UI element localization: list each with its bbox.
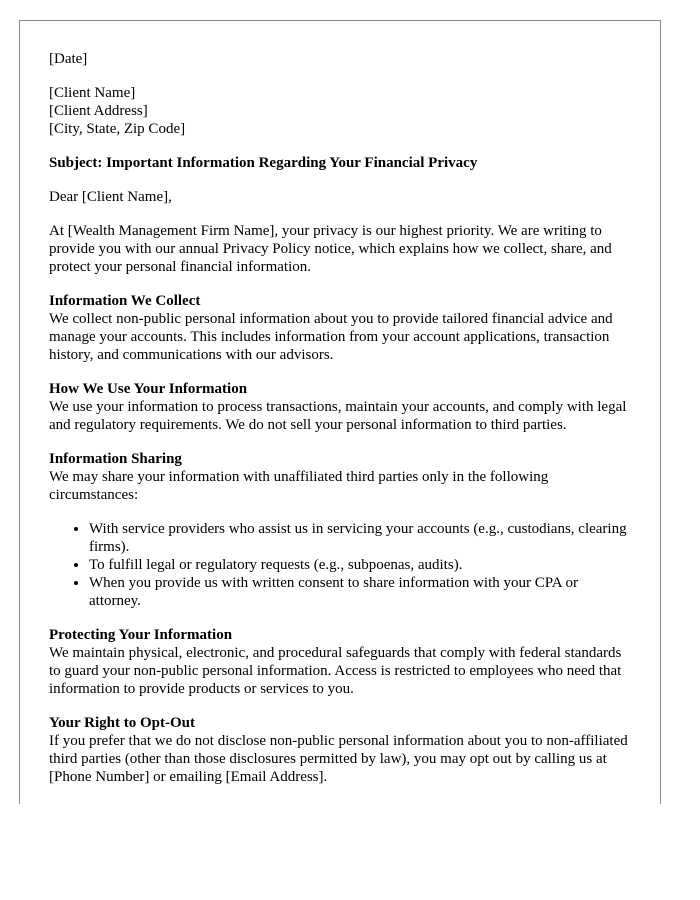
section-information-we-collect — [49, 292, 631, 364]
list-item: • To fulfill legal or regulatory requests (e.g., subpoenas, audits). — [89, 556, 631, 574]
letter-salutation: Dear [Client Name], — [49, 189, 172, 205]
section-body: We may share your information with unaffiliated third parties only in the following circumstances: — [49, 469, 549, 503]
letter-intro: At [Wealth Management Firm Name], your privacy is our highest priority. We are writing to provide you with our annual Privacy Policy notice, which explains how we collect, share, and protect your personal financial information. — [49, 223, 612, 275]
section-heading: Protecting Your Information — [49, 627, 233, 643]
sharing-circumstances-list — [49, 520, 631, 610]
section-right-to-opt-out — [49, 714, 631, 786]
recipient-street: [Client Address] — [49, 103, 148, 119]
section-body: We use your information to process transactions, maintain your accounts, and comply with legal and regulatory requirements. We do not sell your personal information to third parties. — [49, 399, 627, 433]
letter-date: [Date] — [49, 51, 88, 67]
privacy-letter — [19, 20, 661, 804]
section-body: If you prefer that we do not disclose non-public personal information about you to non-affiliated third parties (other than those disclosures permitted by law), you may opt out by calling us at [Phone Number] or emailing [Email Address]. — [49, 733, 628, 785]
section-body: We maintain physical, electronic, and procedural safeguards that comply with federal standards to guard your non-public personal information. Access is restricted to employees who need that information to provide products or services to you. — [49, 645, 622, 697]
list-item: • With service providers who assist us in servicing your accounts (e.g., custodians, clearing firms). — [89, 520, 631, 556]
section-information-sharing — [49, 450, 631, 610]
section-heading: How We Use Your Information — [49, 381, 248, 397]
section-heading: Your Right to Opt-Out — [49, 715, 195, 731]
recipient-name: [Client Name] — [49, 85, 136, 101]
letter-subject: Subject: Important Information Regarding Your Financial Privacy — [49, 155, 478, 171]
section-heading: Information Sharing — [49, 451, 182, 467]
section-protecting-information — [49, 626, 631, 698]
section-how-we-use — [49, 380, 631, 434]
section-heading: Information We Collect — [49, 293, 201, 309]
section-body: We collect non-public personal information about you to provide tailored financial advice and manage your accounts. This includes information from your account applications, transaction history, and communications with our advisors. — [49, 311, 613, 363]
list-item: • When you provide us with written consent to share information with your CPA or attorney. — [89, 574, 631, 610]
recipient-city-state-zip: [City, State, Zip Code] — [49, 121, 186, 137]
recipient-address — [49, 84, 631, 138]
